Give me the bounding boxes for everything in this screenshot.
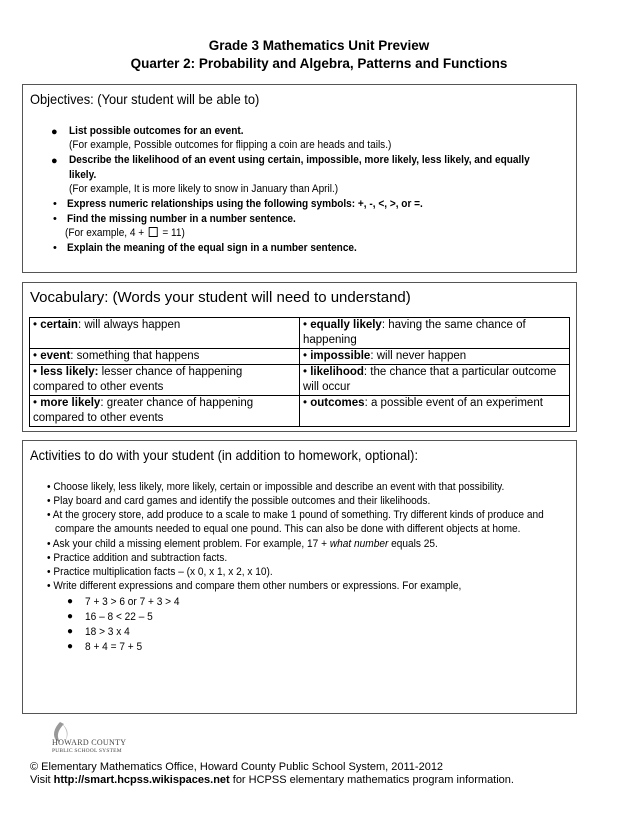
vocab-cell: • outcomes: a possible event of an experiment bbox=[300, 396, 570, 427]
vocab-cell: • more likely: greater chance of happening compared to other events bbox=[30, 396, 300, 427]
objective-example: (For example, Possible outcomes for flipping a coin are heads and tails.) bbox=[69, 139, 392, 151]
list-item: • Write different expressions and compare them other numbers or expressions. For example, bbox=[47, 580, 462, 592]
table-row bbox=[30, 318, 570, 349]
vocab-cell: • likelihood: the chance that a particular outcome will occur bbox=[300, 365, 570, 396]
website-link[interactable]: http://smart.hcpss.wikispaces.net bbox=[53, 774, 230, 786]
vocab-cell: • less likely: lesser chance of happening compared to other events bbox=[30, 365, 300, 396]
vocab-cell: • equally likely: having the same chance of happening bbox=[300, 318, 570, 349]
objective-item: Describe the likelihood of an event using certain, impossible, more likely, less likely, and equally bbox=[69, 154, 530, 166]
vocab-cell: • impossible: will never happen bbox=[300, 349, 570, 365]
missing-number-box-icon bbox=[149, 227, 158, 237]
copyright-text: © Elementary Mathematics Office, Howard County Public School System, 2011-2012 bbox=[30, 761, 444, 773]
vocabulary-table bbox=[29, 317, 570, 427]
list-item: • Play board and card games and identify the possible outcomes and their likelihoods. bbox=[47, 495, 431, 507]
page-title: Grade 3 Mathematics Unit Preview bbox=[208, 38, 430, 53]
bullet-icon: ● bbox=[67, 596, 74, 607]
bullet-icon: ● bbox=[67, 641, 74, 652]
objective-item: Find the missing number in a number sentence. bbox=[67, 213, 296, 225]
objectives-heading: Objectives: (Your student will be able to) bbox=[30, 91, 260, 107]
activities-section bbox=[22, 440, 577, 714]
vocab-cell: • certain: will always happen bbox=[30, 318, 300, 349]
objectives-section bbox=[22, 84, 577, 273]
bullet-icon: ● bbox=[51, 126, 58, 138]
objective-item-cont: likely. bbox=[69, 169, 97, 181]
objective-item: Express numeric relationships using the following symbols: +, -, <, >, or =. bbox=[67, 198, 423, 210]
example-expression: 16 – 8 < 22 – 5 bbox=[85, 611, 153, 623]
objective-item: List possible outcomes for an event. bbox=[69, 125, 244, 137]
list-item: • Ask your child a missing element problem. For example, 17 + what number equals 25. bbox=[47, 538, 438, 550]
list-item-cont: compare the amounts needed to equal one pound. This can also be done with different objects at home. bbox=[55, 523, 521, 535]
objective-example: (For example, 4 + = 11) bbox=[65, 227, 185, 239]
list-item: • Practice addition and subtraction facts. bbox=[47, 552, 228, 564]
vocabulary-section bbox=[22, 282, 577, 432]
footer-visit-text: Visit http://smart.hcpss.wikispaces.net for HCPSS elementary mathematics program information. bbox=[30, 774, 514, 786]
bullet-icon: • bbox=[53, 198, 57, 210]
table-row bbox=[30, 365, 570, 396]
objective-example: (For example, It is more likely to snow in January than April.) bbox=[69, 183, 339, 195]
bullet-icon: • bbox=[53, 242, 57, 254]
activities-heading: Activities to do with your student (in addition to homework, optional): bbox=[30, 447, 419, 463]
bullet-icon: • bbox=[53, 213, 57, 225]
table-row bbox=[30, 396, 570, 427]
list-item: • Choose likely, less likely, more likely, certain or impossible and describe an event with that possibility. bbox=[47, 481, 505, 493]
example-expression: 7 + 3 > 6 or 7 + 3 > 4 bbox=[85, 596, 180, 608]
example-expression: 18 > 3 x 4 bbox=[85, 626, 130, 638]
example-expression: 8 + 4 = 7 + 5 bbox=[85, 641, 143, 653]
vocab-cell: • event: something that happens bbox=[30, 349, 300, 365]
bullet-icon: ● bbox=[67, 626, 74, 637]
bullet-icon: ● bbox=[67, 611, 74, 622]
objective-item: Explain the meaning of the equal sign in a number sentence. bbox=[67, 242, 357, 254]
vocabulary-heading: Vocabulary: (Words your student will need to understand) bbox=[30, 289, 411, 306]
list-item: • Practice multiplication facts – (x 0, x 1, x 2, x 10). bbox=[47, 566, 273, 578]
page-subtitle: Quarter 2: Probability and Algebra, Patterns and Functions bbox=[130, 56, 508, 71]
bullet-icon: ● bbox=[51, 155, 58, 167]
logo-text: HOWARD COUNTY PUBLIC SCHOOL SYSTEM bbox=[52, 738, 127, 754]
table-row bbox=[30, 349, 570, 365]
list-item: • At the grocery store, add produce to a scale to make 1 pound of something. Try different kinds of produce and bbox=[47, 509, 544, 521]
